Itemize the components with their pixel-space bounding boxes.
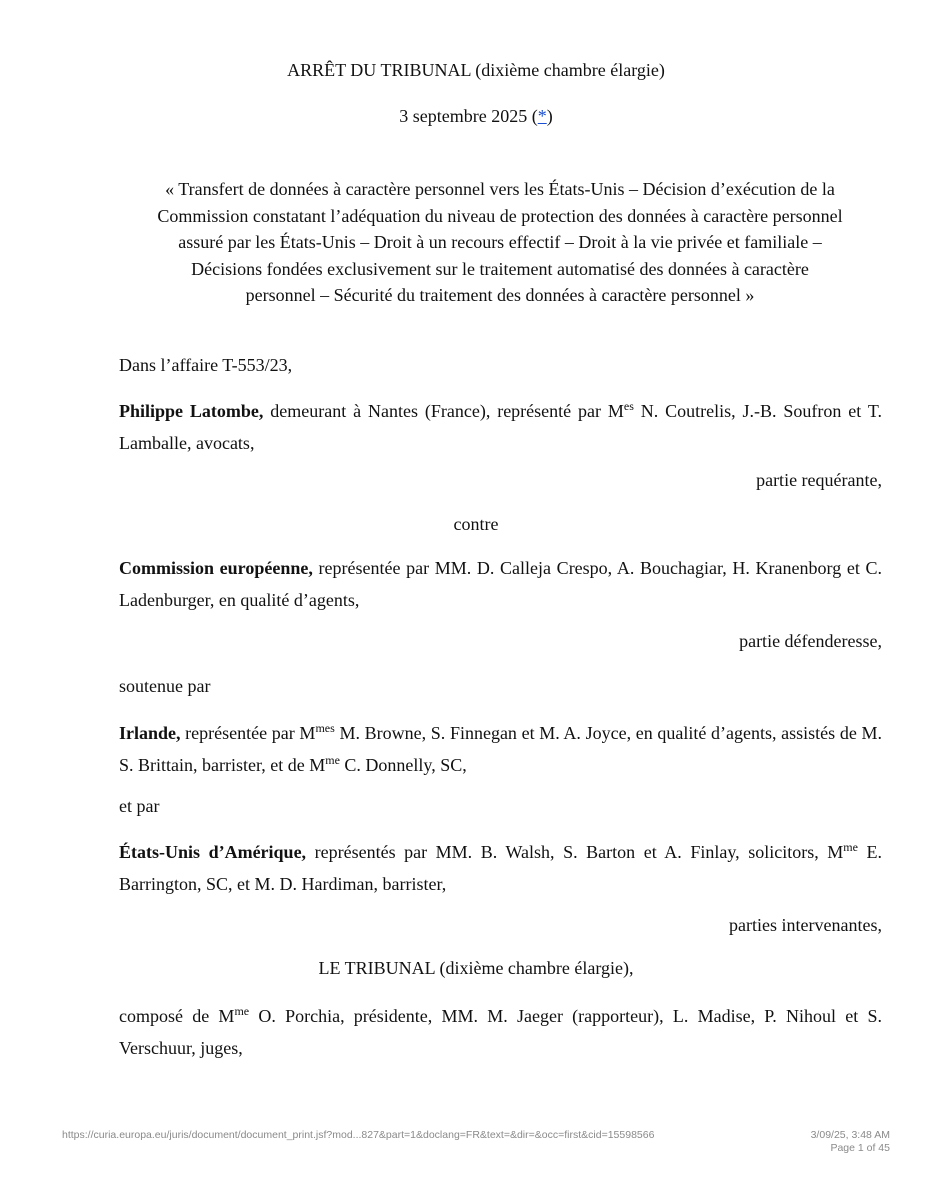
footer-info bbox=[760, 1129, 890, 1155]
versus-label: contre bbox=[453, 514, 499, 534]
subject-line: « Transfert de données à caractère personnel vers les États-Unis – Décision d’exécution de la bbox=[165, 179, 835, 199]
intervener-usa-name: États-Unis d’Amérique, bbox=[119, 842, 307, 862]
subject-line: Décisions fondées exclusivement sur le traitement automatisé des données à caractère bbox=[191, 258, 809, 279]
judgment-date-text: 3 septembre 2025 bbox=[399, 106, 528, 126]
applicant-name: Philippe Latombe, bbox=[119, 401, 264, 421]
intervener-ireland-name: Irlande, bbox=[119, 723, 181, 743]
defendant-paragraph: Commission européenne, représentée par MM. D. Calleja Crespo, A. Bouchagiar, H. Kranenborg et C. Ladenburger, en qualité d’agents, bbox=[119, 558, 882, 610]
intervener-ireland-paragraph: Irlande, représentée par $M^{mes}$ M. Browne, S. Finnegan et M. A. Joyce, en qualité d’agents, assistés de M. S. Brittain, barrister, et de $M^{me}$ C. Donnelly, SC, bbox=[119, 721, 882, 775]
judgment-title: ARRÊT DU TRIBUNAL (dixième chambre élargie) bbox=[287, 60, 665, 80]
footer-page-number: Page 1 of 45 bbox=[830, 1142, 890, 1154]
footnote-link[interactable]: * bbox=[537, 106, 547, 126]
case-intro: Dans l’affaire T-553/23, bbox=[119, 355, 293, 375]
applicant-role: partie requérante, bbox=[756, 470, 882, 490]
court-heading: LE TRIBUNAL (dixième chambre élargie), bbox=[318, 958, 634, 978]
judgment-date: 3 septembre 2025 (*) bbox=[399, 106, 553, 126]
subject-line: assuré par les États-Unis – Droit à un recours effectif – Droit à la vie privée et familiale – bbox=[178, 232, 822, 252]
interveners-role: parties intervenantes, bbox=[729, 915, 882, 935]
footer-url: https://curia.europa.eu/juris/document/document_print.jsf?mod...827&part=1&doclang=FR&text=&dir=&occ=first&cid=15598566 bbox=[62, 1129, 655, 1141]
subject-line: Commission constatant l’adéquation du niveau de protection des données à caractère personnel bbox=[157, 205, 843, 226]
intervener-usa-paragraph: États-Unis d’Amérique, représentés par MM. B. Walsh, S. Barton et A. Finlay, solicitors, $M^{me}$ E. Barrington, SC, et M. D. Hardiman, barrister, bbox=[119, 840, 882, 894]
and-by-label: et par bbox=[119, 796, 160, 816]
defendant-role: partie défenderesse, bbox=[739, 631, 882, 651]
footer-datetime: 3/09/25, 3:48 AM bbox=[810, 1129, 890, 1141]
subject-line: personnel – Sécurité du traitement des données à caractère personnel » bbox=[245, 285, 755, 305]
court-composition: composé de $M^{me}$ O. Porchia, présidente, MM. M. Jaeger (rapporteur), L. Madise, P. Nihoul et S. Verschuur, juges, bbox=[119, 1004, 883, 1058]
defendant-name: Commission européenne, bbox=[119, 558, 313, 578]
subject-summary bbox=[110, 176, 890, 309]
supported-by-label: soutenue par bbox=[119, 676, 211, 696]
applicant-paragraph: Philippe Latombe, demeurant à Nantes (France), représenté par $M^{es}$ N. Coutrelis, J.-B. Soufron et T. Lamballe, avocats, bbox=[119, 399, 883, 453]
